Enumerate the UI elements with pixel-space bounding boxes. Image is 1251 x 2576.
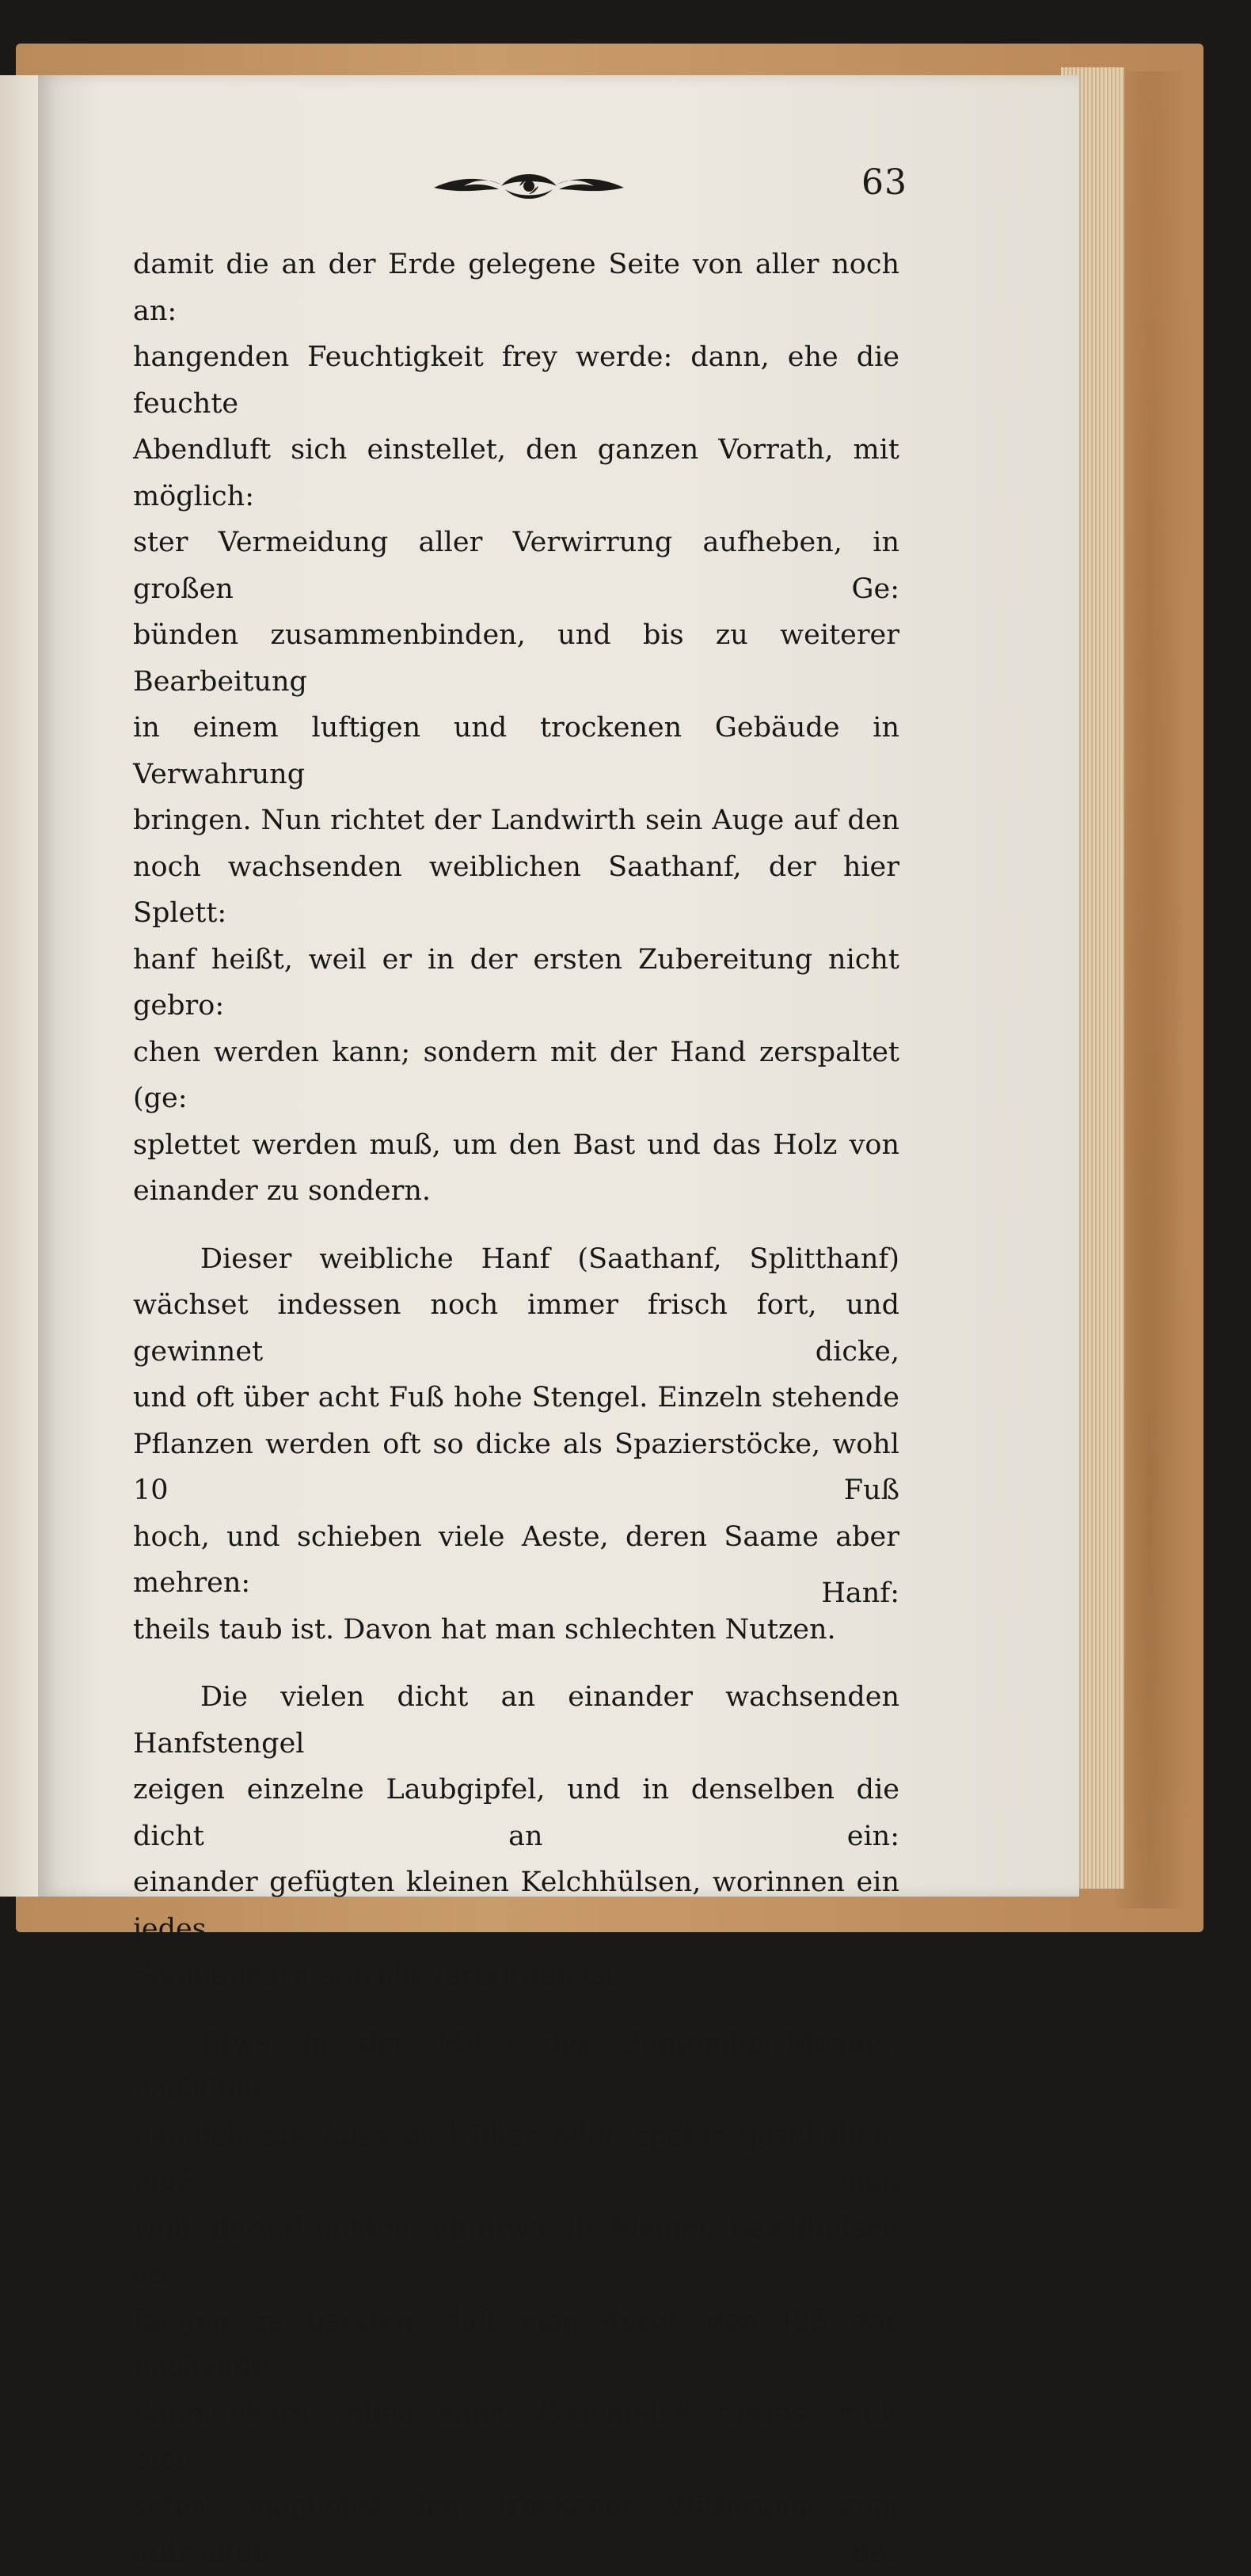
text-line: einander zu sondern. xyxy=(133,1175,432,1207)
text-line: theils taub ist. Davon hat man schlechten Nutzen. xyxy=(133,1613,836,1646)
body-text xyxy=(133,242,899,2576)
paragraph-gap xyxy=(133,1215,899,1236)
ornamental-headpiece-icon xyxy=(426,162,632,210)
text-line: splettet werden muß, um den Bast und das Holz von xyxy=(133,1128,899,1161)
text-line: Saamenkorn einzeln verborgen ist. xyxy=(133,1959,626,1991)
text-line-content: Etwa in der Mitte des September:Monats, nachdem xyxy=(133,2026,899,2105)
text-line: wächset indessen noch immer frisch fort, und gewinnet dicke, xyxy=(133,1289,899,1368)
paragraph-gap xyxy=(133,1653,899,1674)
text-line: nemlich die Aussaat früher oder später geschehen, muß man xyxy=(133,2119,899,2197)
text-line: noch wachsenden weiblichen Saathanf, der hier Splett: xyxy=(133,850,899,929)
text-line: chen werden kann; sondern mit der Hand zerspaltet (ge: xyxy=(133,1036,899,1114)
text-line: bringen. Nun richtet der Landwirth sein Auge auf den xyxy=(133,805,899,836)
facing-page-edge xyxy=(0,75,38,1897)
text-line-content: Dieser weibliche Hanf (Saathanf, Splitthanf) xyxy=(200,1242,899,1275)
text-line-indented xyxy=(133,2020,899,2113)
text-line: einander gefügten kleinen Kelchhülsen, worinnen ein jedes xyxy=(133,1866,899,1945)
text-line-indented xyxy=(133,1236,899,1283)
paragraph-gap xyxy=(133,1999,899,2020)
text-line: Abendluft sich einstellet, den ganzen Vorrath, mit möglich: xyxy=(133,434,899,512)
text-line: ster Vermeidung aller Verwirrung aufheben, in großen Ge: xyxy=(133,527,899,605)
text-line: Pflanzen werden oft so dicke als Spazierstöcke, wohl 10 Fuß xyxy=(133,1428,899,1506)
page-number: 63 xyxy=(861,162,907,203)
text-line: fangen zu bersten, daß man durch den Riß das nackende xyxy=(133,2304,899,2383)
text-line: und oft über acht Fuß hohe Stengel. Einzeln stehende xyxy=(133,1382,899,1414)
catchword: Hanf: xyxy=(821,1577,899,1609)
text-line: sofort möglichst bey trockener Witterung zum aufraufen der xyxy=(133,2490,899,2568)
text-line-content: Die vielen dicht an einander wachsenden Hanfstengel xyxy=(133,1681,899,1760)
text-line-indented xyxy=(133,1674,899,1767)
text-line: zeigen einzelne Laubgipfel, und in denselben die dicht an ein: xyxy=(133,1774,899,1852)
text-line: damit die an der Erde gelegene Seite von aller noch an: xyxy=(133,249,899,327)
text-line: bünden zusammenbinden, und bis zu weiterer Bearbeitung xyxy=(133,619,899,698)
page-header xyxy=(38,162,1079,218)
text-line: in einem luftigen und trockenen Gebäude in Verwahrung xyxy=(133,712,899,790)
text-line: hoch, und schieben viele Aeste, deren Saame aber mehren: xyxy=(133,1520,899,1599)
text-line: wohl darauf achten, ob etwa die kleinen Kelchhülsen an: xyxy=(133,2212,899,2290)
text-line: hanf heißt, weil er in der ersten Zubereitung nicht gebro: xyxy=(133,943,899,1022)
text-line: hangenden Feuchtigkeit frey werde: dann, ehe die feuchte xyxy=(133,341,899,420)
text-line: Saamenkorn sehen kann. Geschiehet dieses, muß man xyxy=(133,2397,899,2475)
